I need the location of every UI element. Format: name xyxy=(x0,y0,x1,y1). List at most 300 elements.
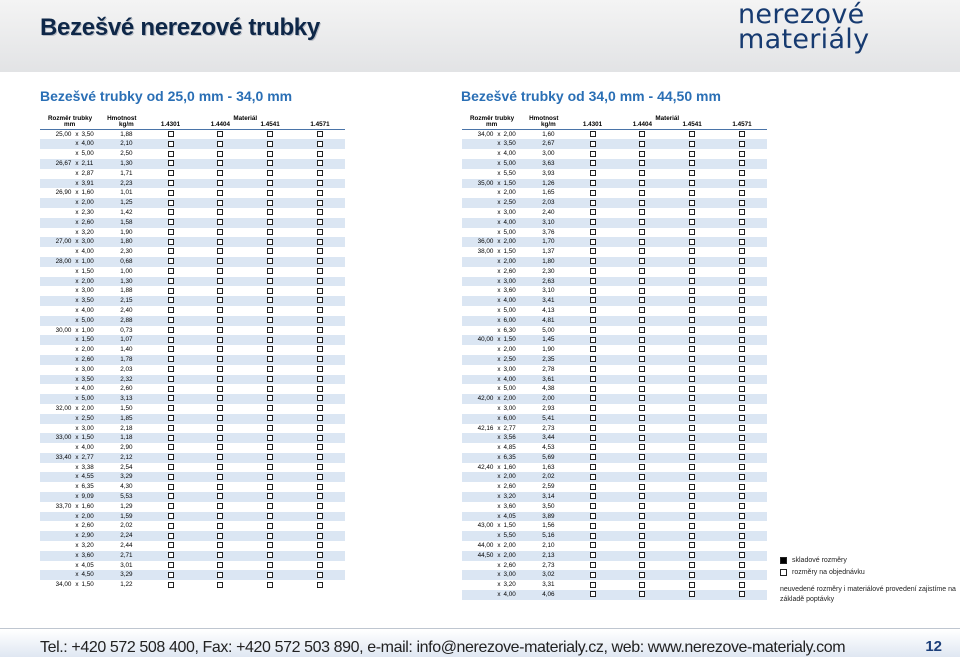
cell-material-2 xyxy=(617,375,667,385)
cell-material-4 xyxy=(295,355,345,365)
cell-weight: 1,78 xyxy=(107,355,145,365)
cell-material-2 xyxy=(195,453,245,463)
cell-material-1 xyxy=(146,502,196,512)
cell-wall-thickness xyxy=(495,149,529,159)
cell-material-1 xyxy=(568,257,618,267)
table-row xyxy=(462,188,767,198)
cell-material-1 xyxy=(568,286,618,296)
cell-material-4 xyxy=(717,570,767,580)
empty-square-icon xyxy=(739,258,745,264)
cell-material-3 xyxy=(245,492,295,502)
empty-square-icon xyxy=(639,278,645,284)
empty-square-icon xyxy=(590,464,596,470)
table-row xyxy=(462,492,767,502)
cell-weight: 1,40 xyxy=(120,346,133,354)
empty-square-icon xyxy=(639,151,645,157)
cell-material-4 xyxy=(295,139,345,149)
cell-material-3 xyxy=(245,257,295,267)
empty-square-icon xyxy=(639,141,645,147)
cell-weight: 2,35 xyxy=(529,355,567,365)
empty-square-icon xyxy=(168,297,174,303)
cell-weight: 2,18 xyxy=(120,424,133,432)
table-row xyxy=(40,384,345,394)
table-row xyxy=(40,208,345,218)
cell-material-3 xyxy=(667,277,717,287)
empty-square-icon xyxy=(317,444,323,450)
times-sign: x xyxy=(75,473,79,481)
cell-weight: 5,00 xyxy=(542,326,555,334)
cell-material-1 xyxy=(146,580,196,590)
material-col-2: 1.4404 xyxy=(195,122,245,129)
cell-material-2 xyxy=(195,179,245,189)
cell-material-1 xyxy=(568,414,618,424)
cell-material-3 xyxy=(667,433,717,443)
empty-square-icon xyxy=(317,572,323,578)
empty-square-icon xyxy=(217,542,223,548)
cell-material-1 xyxy=(146,472,196,482)
cell-material-2 xyxy=(617,129,667,139)
wall-thickness-value: 4,55 xyxy=(81,473,94,481)
cell-material-1 xyxy=(146,149,196,159)
wall-thickness-value: 1,60 xyxy=(81,189,94,197)
empty-square-icon xyxy=(590,395,596,401)
cell-outer-diameter xyxy=(40,149,73,159)
empty-square-icon xyxy=(217,229,223,235)
empty-square-icon xyxy=(739,160,745,166)
empty-square-icon xyxy=(217,395,223,401)
table-row xyxy=(40,521,345,531)
cell-outer-diameter xyxy=(462,580,495,590)
cell-weight: 3,63 xyxy=(529,159,567,169)
cell-material-2 xyxy=(617,580,667,590)
wall-thickness-value: 4,00 xyxy=(81,248,94,256)
empty-square-icon xyxy=(317,317,323,323)
empty-square-icon xyxy=(689,376,695,382)
right-tube-table xyxy=(462,116,767,600)
empty-square-icon xyxy=(639,493,645,499)
cell-material-4 xyxy=(295,570,345,580)
cell-outer-diameter: 30,00 xyxy=(55,326,72,334)
cell-material-3 xyxy=(667,345,717,355)
cell-material-1 xyxy=(568,228,618,238)
cell-material-2 xyxy=(617,247,667,257)
wall-thickness-value: 3,00 xyxy=(81,424,94,432)
empty-square-icon xyxy=(217,248,223,254)
cell-weight: 3,76 xyxy=(542,228,555,236)
empty-square-icon xyxy=(217,513,223,519)
empty-square-icon xyxy=(639,591,645,597)
empty-square-icon xyxy=(267,493,273,499)
empty-square-icon xyxy=(317,307,323,313)
empty-square-icon xyxy=(739,219,745,225)
cell-wall-thickness xyxy=(495,208,529,218)
cell-material-3 xyxy=(667,179,717,189)
cell-material-3 xyxy=(245,414,295,424)
weight-unit: kg/m xyxy=(529,122,567,129)
empty-square-icon xyxy=(317,386,323,392)
empty-square-icon xyxy=(739,415,745,421)
empty-square-icon xyxy=(217,582,223,588)
wall-thickness-value: 2,50 xyxy=(81,414,94,422)
cell-outer-diameter xyxy=(462,384,495,394)
cell-material-4 xyxy=(717,257,767,267)
cell-weight: 3,13 xyxy=(107,394,145,404)
empty-square-icon xyxy=(639,474,645,480)
cell-material-3 xyxy=(667,443,717,453)
wall-thickness-value: 1,50 xyxy=(503,336,516,344)
times-sign: x xyxy=(497,287,501,295)
cell-material-2 xyxy=(195,326,245,336)
cell-outer-diameter xyxy=(462,316,495,326)
cell-material-4 xyxy=(717,286,767,296)
times-sign: x xyxy=(75,561,79,569)
table-row xyxy=(40,247,345,257)
empty-square-icon xyxy=(267,356,273,362)
table-row xyxy=(462,228,767,238)
cell-material-1 xyxy=(568,590,618,600)
cell-outer-diameter xyxy=(40,218,73,228)
table-row xyxy=(462,208,767,218)
cell-wall-thickness xyxy=(73,512,107,522)
times-sign: x xyxy=(75,434,79,442)
cell-weight: 3,01 xyxy=(120,561,133,569)
cell-wall-thickness xyxy=(495,561,529,571)
table-row xyxy=(40,139,345,149)
wall-thickness-value: 3,60 xyxy=(81,551,94,559)
cell-wall-thickness xyxy=(495,502,529,512)
cell-material-3 xyxy=(245,267,295,277)
cell-weight: 1,56 xyxy=(542,522,555,530)
filled-square-icon xyxy=(780,557,787,564)
cell-weight: 1,07 xyxy=(107,335,145,345)
empty-square-icon xyxy=(168,386,174,392)
empty-square-icon xyxy=(217,346,223,352)
cell-material-2 xyxy=(617,463,667,473)
empty-square-icon xyxy=(267,474,273,480)
table-row xyxy=(40,335,345,345)
cell-wall-thickness xyxy=(73,286,107,296)
cell-material-4 xyxy=(717,198,767,208)
cell-material-3 xyxy=(245,482,295,492)
empty-square-icon xyxy=(739,493,745,499)
table-row xyxy=(40,472,345,482)
cell-material-3 xyxy=(245,198,295,208)
brand-logo xyxy=(738,0,870,55)
cell-outer-diameter xyxy=(462,218,495,228)
empty-square-icon xyxy=(267,444,273,450)
cell-material-3 xyxy=(667,188,717,198)
empty-square-icon xyxy=(639,307,645,313)
cell-material-1 xyxy=(146,551,196,561)
empty-square-icon xyxy=(217,268,223,274)
table-row xyxy=(462,335,767,345)
times-sign: x xyxy=(75,297,79,305)
cell-weight: 1,18 xyxy=(107,433,145,443)
cell-outer-diameter xyxy=(40,492,73,502)
cell-material-2 xyxy=(617,414,667,424)
table-row xyxy=(462,306,767,316)
cell-wall-thickness xyxy=(495,580,529,590)
empty-square-icon xyxy=(590,297,596,303)
wall-thickness-value: 4,00 xyxy=(81,385,94,393)
table-row xyxy=(462,531,767,541)
cell-material-2 xyxy=(617,267,667,277)
empty-square-icon xyxy=(317,248,323,254)
cell-wall-thickness xyxy=(73,306,107,316)
empty-square-icon xyxy=(217,552,223,558)
times-sign: x xyxy=(75,150,79,158)
cell-material-3 xyxy=(245,228,295,238)
cell-material-3 xyxy=(667,286,717,296)
empty-square-icon xyxy=(639,425,645,431)
empty-square-icon xyxy=(590,278,596,284)
empty-square-icon xyxy=(739,552,745,558)
times-sign: x xyxy=(75,140,79,148)
cell-wall-thickness xyxy=(495,512,529,522)
table-row xyxy=(40,482,345,492)
cell-weight: 3,89 xyxy=(529,512,567,522)
table-row xyxy=(40,453,345,463)
empty-square-icon xyxy=(217,572,223,578)
cell-material-2 xyxy=(617,139,667,149)
table-row xyxy=(462,277,767,287)
times-sign: x xyxy=(497,424,501,432)
wall-thickness-value: 2,00 xyxy=(503,395,516,403)
cell-weight: 2,44 xyxy=(120,542,133,550)
cell-material-3 xyxy=(245,580,295,590)
cell-outer-diameter xyxy=(40,277,73,287)
cell-wall-thickness xyxy=(495,414,529,424)
cell-outer-diameter xyxy=(40,512,73,522)
wall-thickness-value: 5,00 xyxy=(503,159,516,167)
empty-square-icon xyxy=(317,131,323,137)
cell-material-1 xyxy=(568,267,618,277)
empty-square-icon xyxy=(168,572,174,578)
cell-outer-diameter xyxy=(40,541,73,551)
cell-weight: 3,10 xyxy=(542,287,555,295)
empty-square-icon xyxy=(217,405,223,411)
cell-outer-diameter xyxy=(462,414,495,424)
cell-material-3 xyxy=(245,218,295,228)
cell-material-2 xyxy=(195,531,245,541)
table-row xyxy=(462,433,767,443)
empty-square-icon xyxy=(689,229,695,235)
cell-material-2 xyxy=(195,512,245,522)
empty-square-icon xyxy=(217,386,223,392)
wall-thickness-value: 4,00 xyxy=(81,444,94,452)
cell-material-3 xyxy=(667,414,717,424)
cell-outer-diameter xyxy=(462,208,495,218)
cell-weight: 1,01 xyxy=(120,189,133,197)
empty-square-icon xyxy=(168,160,174,166)
empty-square-icon xyxy=(168,307,174,313)
cell-outer-diameter xyxy=(40,306,73,316)
cell-outer-diameter: 42,40 xyxy=(477,463,494,471)
cell-material-4 xyxy=(295,482,345,492)
cell-outer-diameter xyxy=(462,570,495,580)
empty-square-icon xyxy=(317,151,323,157)
empty-square-icon xyxy=(267,582,273,588)
cell-material-1 xyxy=(146,394,196,404)
empty-square-icon xyxy=(267,278,273,284)
empty-square-icon xyxy=(689,444,695,450)
empty-square-icon xyxy=(739,288,745,294)
wall-thickness-value: 4,00 xyxy=(503,218,516,226)
cell-wall-thickness xyxy=(73,561,107,571)
wall-thickness-value: 2,00 xyxy=(503,551,516,559)
cell-material-2 xyxy=(617,188,667,198)
empty-square-icon xyxy=(689,582,695,588)
cell-wall-thickness xyxy=(495,139,529,149)
cell-outer-diameter xyxy=(462,286,495,296)
empty-square-icon xyxy=(168,503,174,509)
empty-square-icon xyxy=(739,200,745,206)
table-row xyxy=(40,502,345,512)
cell-material-3 xyxy=(667,463,717,473)
empty-square-icon xyxy=(217,444,223,450)
cell-outer-diameter: 33,40 xyxy=(40,453,73,463)
wall-thickness-value: 2,60 xyxy=(81,355,94,363)
cell-weight: 1,65 xyxy=(542,189,555,197)
table-row xyxy=(40,541,345,551)
cell-wall-thickness xyxy=(73,326,107,336)
table-row xyxy=(462,139,767,149)
empty-square-icon xyxy=(590,542,596,548)
empty-square-icon xyxy=(317,170,323,176)
empty-square-icon xyxy=(639,533,645,539)
cell-wall-thickness xyxy=(73,129,107,139)
empty-square-icon xyxy=(590,552,596,558)
cell-material-3 xyxy=(667,237,717,247)
cell-material-1 xyxy=(568,237,618,247)
times-sign: x xyxy=(75,493,79,501)
cell-wall-thickness xyxy=(73,218,107,228)
cell-material-4 xyxy=(295,375,345,385)
cell-wall-thickness xyxy=(73,433,107,443)
cell-material-2 xyxy=(195,492,245,502)
times-sign: x xyxy=(497,208,501,216)
cell-outer-diameter xyxy=(462,512,495,522)
empty-square-icon xyxy=(689,190,695,196)
cell-material-1 xyxy=(568,296,618,306)
table-row xyxy=(462,502,767,512)
cell-outer-diameter xyxy=(462,188,495,198)
empty-square-icon xyxy=(168,190,174,196)
cell-material-1 xyxy=(146,453,196,463)
cell-wall-thickness xyxy=(495,247,529,257)
cell-outer-diameter xyxy=(40,521,73,531)
cell-material-3 xyxy=(667,247,717,257)
empty-square-icon xyxy=(168,395,174,401)
cell-material-3 xyxy=(245,149,295,159)
cell-material-4 xyxy=(717,424,767,434)
cell-material-2 xyxy=(195,384,245,394)
wall-thickness-value: 2,00 xyxy=(503,473,516,481)
wall-thickness-value: 2,00 xyxy=(503,189,516,197)
cell-material-2 xyxy=(195,502,245,512)
empty-square-icon xyxy=(217,278,223,284)
wall-thickness-value: 2,00 xyxy=(503,130,516,138)
empty-square-icon xyxy=(267,131,273,137)
cell-wall-thickness xyxy=(73,257,107,267)
empty-square-icon xyxy=(168,376,174,382)
cell-material-4 xyxy=(295,424,345,434)
times-sign: x xyxy=(497,542,501,550)
wall-thickness-value: 1,00 xyxy=(81,257,94,265)
cell-outer-diameter xyxy=(40,208,73,218)
table-row xyxy=(462,551,767,561)
empty-square-icon xyxy=(168,542,174,548)
weight-header: Hmotnost xyxy=(107,115,137,122)
empty-square-icon xyxy=(267,366,273,372)
cell-material-1 xyxy=(568,188,618,198)
empty-square-icon xyxy=(168,356,174,362)
empty-square-icon xyxy=(689,151,695,157)
table-row xyxy=(40,237,345,247)
wall-thickness-value: 2,00 xyxy=(81,512,94,520)
table-row xyxy=(40,296,345,306)
table-row xyxy=(40,257,345,267)
cell-material-4 xyxy=(717,316,767,326)
cell-material-1 xyxy=(568,570,618,580)
cell-material-2 xyxy=(617,208,667,218)
cell-material-2 xyxy=(617,394,667,404)
cell-material-2 xyxy=(195,404,245,414)
cell-weight: 1,70 xyxy=(529,237,567,247)
times-sign: x xyxy=(75,306,79,314)
material-header: Materiál xyxy=(233,115,258,122)
empty-square-icon xyxy=(267,209,273,215)
empty-square-icon xyxy=(639,297,645,303)
empty-square-icon xyxy=(590,493,596,499)
table-row xyxy=(462,463,767,473)
empty-square-icon xyxy=(639,444,645,450)
cell-material-3 xyxy=(245,453,295,463)
table-row xyxy=(462,394,767,404)
cell-material-3 xyxy=(245,139,295,149)
empty-square-icon xyxy=(267,170,273,176)
cell-wall-thickness xyxy=(495,296,529,306)
wall-thickness-value: 3,00 xyxy=(503,208,516,216)
cell-material-4 xyxy=(717,296,767,306)
table-row xyxy=(462,384,767,394)
wall-thickness-value: 2,00 xyxy=(81,346,94,354)
left-table-body xyxy=(40,129,345,590)
cell-material-2 xyxy=(617,512,667,522)
cell-weight: 2,24 xyxy=(107,531,145,541)
cell-material-3 xyxy=(245,541,295,551)
cell-material-1 xyxy=(568,531,618,541)
table-row xyxy=(462,561,767,571)
cell-weight: 3,61 xyxy=(529,375,567,385)
contact-info: Tel.: +420 572 508 400, Fax: +420 572 503 890, e-mail: info@nerezove-materialy.cz, web: www.nerezove-materialy.com xyxy=(40,639,846,656)
cell-wall-thickness xyxy=(495,384,529,394)
table-row xyxy=(462,326,767,336)
empty-square-icon xyxy=(689,405,695,411)
empty-square-icon xyxy=(739,356,745,362)
left-tube-table xyxy=(40,116,345,590)
empty-square-icon xyxy=(317,219,323,225)
cell-wall-thickness xyxy=(73,472,107,482)
wall-thickness-value: 1,60 xyxy=(503,463,516,471)
cell-outer-diameter xyxy=(462,453,495,463)
cell-weight: 2,30 xyxy=(542,267,555,275)
cell-material-1 xyxy=(568,580,618,590)
cell-outer-diameter xyxy=(40,228,73,238)
table-row xyxy=(462,169,767,179)
dim-header: Rozměr trubky xyxy=(470,115,515,122)
cell-material-2 xyxy=(617,453,667,463)
